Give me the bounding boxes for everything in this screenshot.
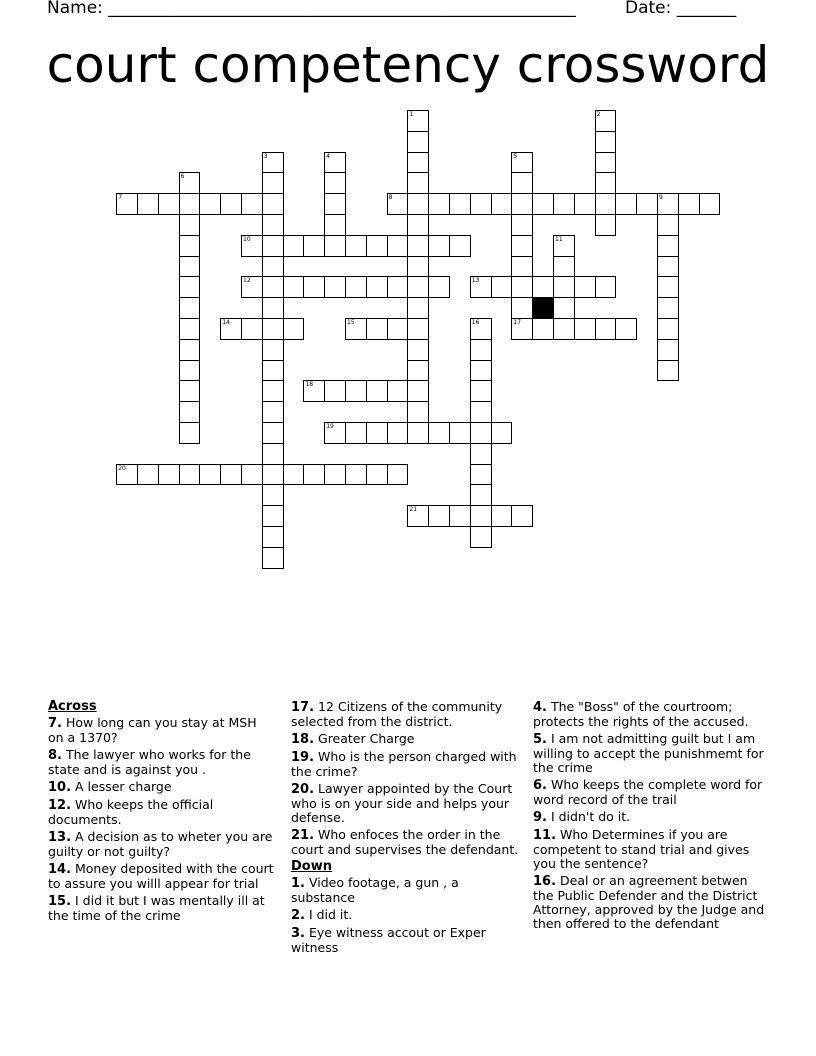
grid-cell[interactable] xyxy=(179,360,201,382)
grid-cell[interactable] xyxy=(511,276,533,298)
clue-across-7 xyxy=(48,716,276,745)
clue-number: 5 xyxy=(513,152,518,160)
clue-down-1 xyxy=(291,876,523,905)
grid-cell[interactable] xyxy=(407,339,429,361)
grid-cell[interactable] xyxy=(491,505,513,527)
grid-cell[interactable] xyxy=(470,339,492,361)
grid-cell[interactable] xyxy=(262,505,284,527)
grid-cell[interactable] xyxy=(366,422,388,444)
grid-cell[interactable] xyxy=(220,318,242,340)
clue-number: 10 xyxy=(243,235,251,243)
grid-cell[interactable] xyxy=(116,464,138,486)
grid-cell[interactable] xyxy=(179,401,201,423)
grid-block xyxy=(532,297,554,319)
clue-down-3 xyxy=(291,926,523,955)
grid-cell[interactable] xyxy=(179,339,201,361)
clue-number-label: 10. xyxy=(48,780,72,795)
clue-number-label: 1. xyxy=(291,876,305,891)
grid-cell[interactable] xyxy=(470,380,492,402)
grid-cell[interactable] xyxy=(324,464,346,486)
grid-cell[interactable] xyxy=(345,318,367,340)
clue-text: Who keeps the official documents. xyxy=(48,797,214,827)
across-heading: Across xyxy=(48,699,97,714)
grid-cell[interactable] xyxy=(449,422,471,444)
grid-cell[interactable] xyxy=(407,193,429,215)
grid-cell[interactable] xyxy=(532,276,554,298)
grid-cell[interactable] xyxy=(511,297,533,319)
grid-cell[interactable] xyxy=(574,318,596,340)
grid-cell[interactable] xyxy=(428,422,450,444)
clue-down-5 xyxy=(533,732,765,775)
grid-cell[interactable] xyxy=(137,193,159,215)
grid-cell[interactable] xyxy=(262,339,284,361)
clue-down-11 xyxy=(533,828,765,871)
grid-cell[interactable] xyxy=(657,256,679,278)
grid-cell[interactable] xyxy=(387,380,409,402)
grid-cell[interactable] xyxy=(553,276,575,298)
grid-cell[interactable] xyxy=(657,318,679,340)
grid-cell[interactable] xyxy=(470,193,492,215)
grid-cell[interactable] xyxy=(283,276,305,298)
clue-number-label: 5. xyxy=(533,732,547,747)
grid-cell[interactable] xyxy=(262,360,284,382)
clue-text: Money deposited with the court to assure you willl appear for trial xyxy=(48,861,274,891)
grid-cell[interactable] xyxy=(179,297,201,319)
clue-number: 4 xyxy=(326,152,331,160)
grid-cell[interactable] xyxy=(407,505,429,527)
clue-text: Deal or an agreement betwen the Public Defender and the District Attorney, approved by the Judge and then offered to the defendant xyxy=(533,873,765,931)
clue-text: 12 Citizens of the community selected from the district. xyxy=(291,699,503,729)
clue-number: 18 xyxy=(305,381,314,389)
clue-number: 14 xyxy=(222,319,230,326)
grid-cell[interactable] xyxy=(324,214,346,236)
clue-across-14 xyxy=(48,862,276,891)
grid-cell[interactable] xyxy=(470,401,492,423)
grid-cell[interactable] xyxy=(262,214,284,236)
grid-cell[interactable] xyxy=(366,380,388,402)
clue-number-label: 6. xyxy=(533,778,547,793)
grid-cell[interactable] xyxy=(220,193,242,215)
grid-cell[interactable] xyxy=(345,380,367,402)
grid-cell[interactable] xyxy=(657,276,679,298)
grid-cell[interactable] xyxy=(657,193,679,215)
grid-cell[interactable] xyxy=(407,152,429,174)
grid-cell[interactable] xyxy=(366,318,388,340)
clue-down-16 xyxy=(533,874,765,931)
grid-cell[interactable] xyxy=(387,318,409,340)
clue-number: 17 xyxy=(513,319,522,326)
clues-column-1 xyxy=(48,700,276,926)
grid-cell[interactable] xyxy=(574,276,596,298)
grid-cell[interactable] xyxy=(179,464,201,486)
clue-text: Who is the person charged with the crime? xyxy=(291,749,517,779)
clue-number: 13 xyxy=(471,277,480,285)
clue-text: I am not admitting guilt but I am willing to accept the punishmemt for the crime xyxy=(533,731,764,775)
grid-cell[interactable] xyxy=(199,193,221,215)
grid-cell[interactable] xyxy=(553,235,575,257)
clue-across-8 xyxy=(48,748,276,777)
clue-text: A decision as to wheter you are guilty or not guilty? xyxy=(48,829,273,859)
grid-cell[interactable] xyxy=(511,256,533,278)
clues-column-3 xyxy=(533,700,765,934)
grid-cell[interactable] xyxy=(324,152,346,174)
grid-cell[interactable] xyxy=(407,380,429,402)
grid-cell[interactable] xyxy=(407,422,429,444)
grid-cell[interactable] xyxy=(657,297,679,319)
clue-number: 21 xyxy=(409,506,418,514)
grid-cell[interactable] xyxy=(262,526,284,548)
grid-cell[interactable] xyxy=(303,235,325,257)
grid-cell[interactable] xyxy=(595,152,617,174)
clue-number: 12 xyxy=(243,277,251,285)
clue-number: 16 xyxy=(471,319,480,326)
clue-text: Greater Charge xyxy=(314,731,415,746)
grid-cell[interactable] xyxy=(241,318,263,340)
grid-cell[interactable] xyxy=(158,193,180,215)
grid-cell[interactable] xyxy=(345,464,367,486)
grid-cell[interactable] xyxy=(262,193,284,215)
grid-cell[interactable] xyxy=(678,193,700,215)
grid-cell[interactable] xyxy=(179,422,201,444)
clue-text: Eye witness accout or Exper witness xyxy=(291,925,486,955)
clue-across-21 xyxy=(291,828,523,857)
clue-number: 8 xyxy=(388,194,393,202)
grid-cell[interactable] xyxy=(262,547,284,569)
grid-cell[interactable] xyxy=(407,360,429,382)
clue-across-15 xyxy=(48,894,276,923)
clue-down-2 xyxy=(291,908,523,923)
grid-cell[interactable] xyxy=(262,318,284,340)
clue-number: 9 xyxy=(659,194,663,202)
grid-cell[interactable] xyxy=(407,276,429,298)
grid-cell[interactable] xyxy=(407,318,429,340)
clue-number-label: 9. xyxy=(533,810,547,825)
grid-cell[interactable] xyxy=(574,193,596,215)
clue-across-17 xyxy=(291,700,523,729)
grid-cell[interactable] xyxy=(324,380,346,402)
grid-cell[interactable] xyxy=(657,339,679,361)
grid-cell[interactable] xyxy=(345,276,367,298)
grid-cell[interactable] xyxy=(470,360,492,382)
grid-cell[interactable] xyxy=(241,464,263,486)
clues-column-2 xyxy=(291,700,523,958)
grid-cell[interactable] xyxy=(470,422,492,444)
clue-text: The "Boss" of the courtroom; protects the rights of the accused. xyxy=(533,699,749,729)
grid-cell[interactable] xyxy=(324,172,346,194)
clue-number-label: 18. xyxy=(291,732,315,747)
clue-number-label: 12. xyxy=(48,798,72,813)
grid-cell[interactable] xyxy=(407,235,429,257)
grid-cell[interactable] xyxy=(262,152,284,174)
grid-cell[interactable] xyxy=(303,464,325,486)
grid-cell[interactable] xyxy=(428,235,450,257)
grid-cell[interactable] xyxy=(449,235,471,257)
grid-cell[interactable] xyxy=(615,193,637,215)
clue-text: Who Determines if you are competent to stand trial and gives you the sentence? xyxy=(533,827,750,871)
clue-number: 3 xyxy=(263,152,268,160)
grid-cell[interactable] xyxy=(241,193,263,215)
grid-cell[interactable] xyxy=(262,297,284,319)
grid-cell[interactable] xyxy=(262,443,284,465)
clue-text: I did it. xyxy=(304,907,353,922)
grid-cell[interactable] xyxy=(303,380,325,402)
grid-cell[interactable] xyxy=(387,193,409,215)
grid-cell[interactable] xyxy=(179,318,201,340)
clue-text: Lawyer appointed by the Court who is on your side and helps your defense. xyxy=(291,781,513,825)
clue-number: 6 xyxy=(180,173,185,181)
clue-number-label: 19. xyxy=(291,750,315,765)
grid-cell[interactable] xyxy=(511,152,533,174)
grid-cell[interactable] xyxy=(366,464,388,486)
grid-cell[interactable] xyxy=(428,505,450,527)
grid-cell[interactable] xyxy=(220,464,242,486)
grid-cell[interactable] xyxy=(657,214,679,236)
grid-cell[interactable] xyxy=(636,193,658,215)
clue-across-19 xyxy=(291,750,523,779)
clue-number-label: 11. xyxy=(533,828,557,843)
grid-cell[interactable] xyxy=(615,318,637,340)
down-heading: Down xyxy=(291,859,332,874)
grid-cell[interactable] xyxy=(595,318,617,340)
grid-cell[interactable] xyxy=(345,422,367,444)
clue-number-label: 7. xyxy=(48,716,62,731)
grid-cell[interactable] xyxy=(283,235,305,257)
grid-cell[interactable] xyxy=(283,318,305,340)
grid-cell[interactable] xyxy=(449,505,471,527)
grid-cell[interactable] xyxy=(511,214,533,236)
clue-text: I didn't do it. xyxy=(546,809,631,824)
grid-cell[interactable] xyxy=(324,422,346,444)
grid-cell[interactable] xyxy=(532,193,554,215)
grid-cell[interactable] xyxy=(116,193,138,215)
clue-number-label: 4. xyxy=(533,700,547,715)
grid-cell[interactable] xyxy=(262,235,284,257)
clue-number-label: 21. xyxy=(291,828,315,843)
name-field[interactable]: Name: _______________________________________________________ xyxy=(47,0,576,18)
clue-number-label: 13. xyxy=(48,830,72,845)
clue-number: 2 xyxy=(596,111,601,118)
clue-text: Video footage, a gun , a substance xyxy=(291,875,459,905)
grid-cell[interactable] xyxy=(179,235,201,257)
grid-cell[interactable] xyxy=(241,276,263,298)
grid-cell[interactable] xyxy=(407,131,429,153)
grid-cell[interactable] xyxy=(470,464,492,486)
clue-number: 20 xyxy=(118,464,126,472)
grid-cell[interactable] xyxy=(179,172,201,194)
clue-across-20 xyxy=(291,782,523,825)
grid-cell[interactable] xyxy=(553,256,575,278)
grid-cell[interactable] xyxy=(553,318,575,340)
grid-cell[interactable] xyxy=(387,235,409,257)
grid-cell[interactable] xyxy=(179,193,201,215)
grid-cell[interactable] xyxy=(491,422,513,444)
clue-text: How long can you stay at MSH on a 1370? xyxy=(48,715,257,745)
clue-text: Who enfoces the order in the court and supervises the defendant. xyxy=(291,827,519,857)
clue-text: I did it but I was mentally ill at the time of the crime xyxy=(48,893,265,923)
grid-cell[interactable] xyxy=(407,110,429,132)
clue-text: The lawyer who works for the state and is against you . xyxy=(48,747,251,777)
grid-cell[interactable] xyxy=(262,422,284,444)
grid-cell[interactable] xyxy=(470,505,492,527)
grid-cell[interactable] xyxy=(428,193,450,215)
grid-cell[interactable] xyxy=(511,505,533,527)
clue-text: Who keeps the complete word for word record of the trail xyxy=(533,777,763,807)
grid-cell[interactable] xyxy=(532,318,554,340)
grid-cell[interactable] xyxy=(595,110,617,132)
page-title: court competency crossword xyxy=(46,36,770,94)
grid-cell[interactable] xyxy=(262,276,284,298)
grid-cell[interactable] xyxy=(324,235,346,257)
clue-down-4 xyxy=(533,700,765,729)
grid-cell[interactable] xyxy=(387,276,409,298)
grid-cell[interactable] xyxy=(595,172,617,194)
clue-number-label: 8. xyxy=(48,748,62,763)
grid-cell[interactable] xyxy=(511,172,533,194)
clue-number: 15 xyxy=(347,319,355,326)
clue-text: A lesser charge xyxy=(71,779,172,794)
grid-cell[interactable] xyxy=(387,422,409,444)
grid-cell[interactable] xyxy=(324,193,346,215)
clue-across-18 xyxy=(291,732,523,747)
grid-cell[interactable] xyxy=(511,193,533,215)
clue-down-6 xyxy=(533,778,765,807)
grid-cell[interactable] xyxy=(428,276,450,298)
grid-cell[interactable] xyxy=(345,235,367,257)
grid-cell[interactable] xyxy=(595,131,617,153)
clue-across-10 xyxy=(48,780,276,795)
grid-cell[interactable] xyxy=(470,318,492,340)
clue-number-label: 17. xyxy=(291,700,315,715)
grid-cell[interactable] xyxy=(407,214,429,236)
grid-cell[interactable] xyxy=(699,193,721,215)
grid-cell[interactable] xyxy=(179,256,201,278)
clue-number-label: 3. xyxy=(291,926,305,941)
grid-cell[interactable] xyxy=(407,172,429,194)
date-field[interactable]: Date: _______ xyxy=(625,0,737,18)
grid-cell[interactable] xyxy=(491,276,513,298)
grid-cell[interactable] xyxy=(657,235,679,257)
grid-cell[interactable] xyxy=(158,464,180,486)
clue-down-9 xyxy=(533,810,765,825)
grid-cell[interactable] xyxy=(262,464,284,486)
grid-cell[interactable] xyxy=(366,235,388,257)
clue-number-label: 20. xyxy=(291,782,315,797)
grid-cell[interactable] xyxy=(511,235,533,257)
grid-cell[interactable] xyxy=(657,360,679,382)
grid-cell[interactable] xyxy=(283,464,305,486)
clue-number: 1 xyxy=(409,111,414,118)
grid-cell[interactable] xyxy=(407,297,429,319)
grid-cell[interactable] xyxy=(595,276,617,298)
grid-cell[interactable] xyxy=(491,193,513,215)
grid-cell[interactable] xyxy=(470,276,492,298)
grid-cell[interactable] xyxy=(595,214,617,236)
grid-cell[interactable] xyxy=(470,484,492,506)
clue-across-13 xyxy=(48,830,276,859)
clue-number-label: 16. xyxy=(533,874,557,889)
clue-number-label: 14. xyxy=(48,862,72,877)
grid-cell[interactable] xyxy=(470,443,492,465)
grid-cell[interactable] xyxy=(262,401,284,423)
grid-cell[interactable] xyxy=(366,276,388,298)
grid-cell[interactable] xyxy=(262,380,284,402)
grid-cell[interactable] xyxy=(303,276,325,298)
clue-number-label: 2. xyxy=(291,908,305,923)
clue-number: 11 xyxy=(555,235,563,243)
grid-cell[interactable] xyxy=(407,256,429,278)
clue-across-12 xyxy=(48,798,276,827)
clue-number: 19 xyxy=(326,423,334,430)
grid-cell[interactable] xyxy=(179,214,201,236)
grid-cell[interactable] xyxy=(262,256,284,278)
grid-cell[interactable] xyxy=(179,380,201,402)
grid-cell[interactable] xyxy=(262,484,284,506)
grid-cell[interactable] xyxy=(511,318,533,340)
grid-cell[interactable] xyxy=(179,276,201,298)
clue-number: 7 xyxy=(118,194,123,202)
grid-cell[interactable] xyxy=(387,464,409,486)
grid-cell[interactable] xyxy=(262,172,284,194)
grid-cell[interactable] xyxy=(199,464,221,486)
grid-cell[interactable] xyxy=(449,193,471,215)
clue-number-label: 15. xyxy=(48,894,72,909)
grid-cell[interactable] xyxy=(407,401,429,423)
grid-cell[interactable] xyxy=(553,297,575,319)
grid-cell[interactable] xyxy=(241,235,263,257)
grid-cell[interactable] xyxy=(553,193,575,215)
grid-cell[interactable] xyxy=(324,276,346,298)
grid-cell[interactable] xyxy=(137,464,159,486)
grid-cell[interactable] xyxy=(470,526,492,548)
grid-cell[interactable] xyxy=(595,193,617,215)
